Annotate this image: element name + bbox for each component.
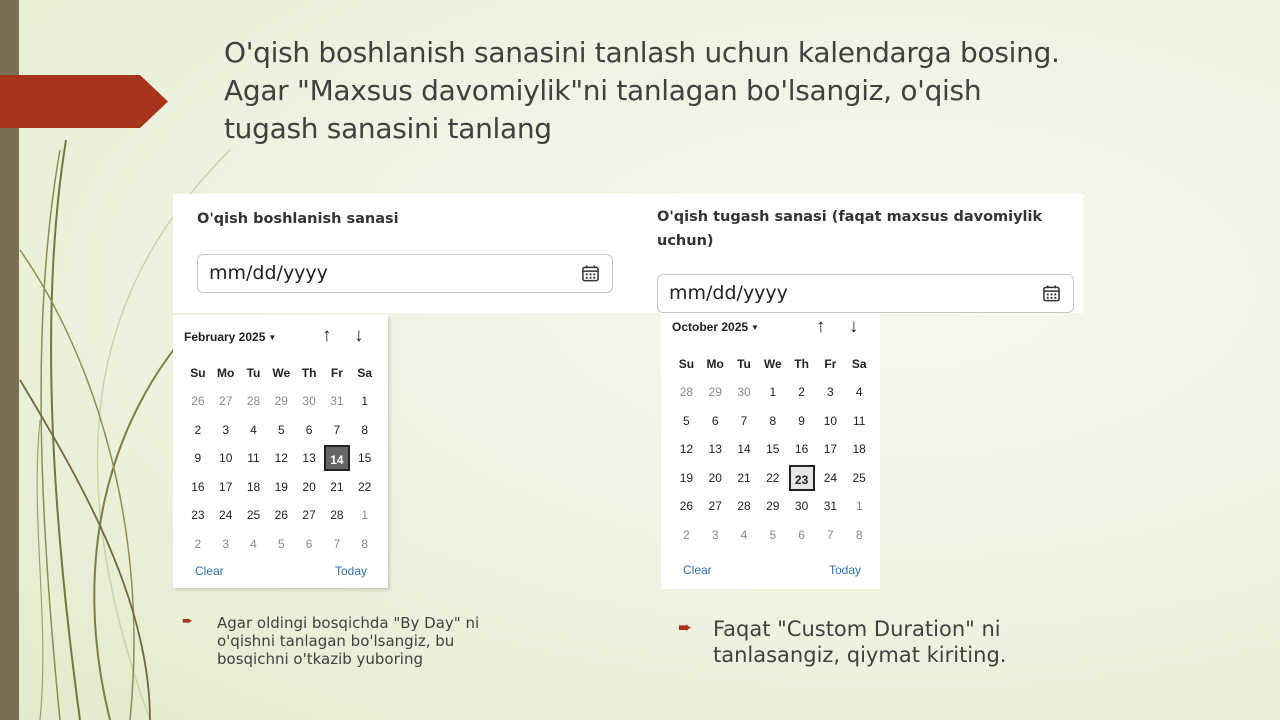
calendar-day[interactable]: 27 <box>708 499 722 513</box>
calendar-day[interactable]: 2 <box>194 422 202 437</box>
calendar-day[interactable]: 16 <box>191 479 205 494</box>
calendar-grid <box>672 350 874 549</box>
calendar-day[interactable]: 2 <box>798 385 805 399</box>
calendar-day[interactable]: 6 <box>305 422 313 437</box>
month-selector[interactable] <box>184 330 276 344</box>
calendar-day[interactable]: 25 <box>246 508 261 522</box>
end-date-label <box>657 205 1042 253</box>
calendar-day[interactable]: 3 <box>711 527 719 542</box>
calendar-day[interactable]: 5 <box>683 413 690 428</box>
clear-button[interactable]: Clear <box>195 564 224 578</box>
calendar-day[interactable]: 5 <box>277 536 285 551</box>
calendar-day[interactable]: 24 <box>823 470 838 485</box>
calendar-day[interactable]: 20 <box>302 479 316 494</box>
weekday-header: Su <box>190 366 206 380</box>
weekday-header: Tu <box>737 357 751 371</box>
calendar-day[interactable]: 19 <box>679 470 694 485</box>
calendar-day[interactable]: 2 <box>683 527 690 542</box>
calendar-day[interactable]: 5 <box>769 527 777 542</box>
arrow-bullet-icon: ➨ <box>678 618 693 638</box>
today-button[interactable]: Today <box>335 564 368 578</box>
calendar-day[interactable]: 28 <box>679 385 694 399</box>
calendar-day[interactable]: 30 <box>737 385 751 399</box>
calendar-day[interactable]: 30 <box>302 394 316 408</box>
weekday-header: Th <box>301 366 317 380</box>
calendar-day-selected[interactable]: 23 <box>787 464 816 493</box>
calendar-day[interactable]: 27 <box>302 508 316 522</box>
right-note-line: Faqat "Custom Duration" ni <box>713 617 1001 641</box>
caret-down-icon: ▼ <box>268 333 277 342</box>
end-date-label-line: uchun) <box>657 233 714 249</box>
calendar-day[interactable]: 7 <box>740 413 748 428</box>
calendar-day[interactable]: 29 <box>708 385 722 399</box>
calendar-day[interactable]: 24 <box>219 508 233 522</box>
slide-title-line: Agar "Maxsus davomiylik"ni tanlagan bo'lsangiz, o'qish <box>224 74 982 107</box>
calendar-day[interactable]: 7 <box>333 536 341 551</box>
calendar-day[interactable]: 31 <box>330 394 344 408</box>
calendar-day[interactable]: 12 <box>274 451 288 465</box>
calendar-day[interactable]: 6 <box>798 527 805 542</box>
calendar-day[interactable]: 10 <box>219 451 233 465</box>
calendar-day[interactable]: 12 <box>679 442 694 456</box>
arrow-bullet-icon: ➨ <box>182 614 193 629</box>
calendar-day[interactable]: 14 <box>737 442 751 456</box>
calendar-day[interactable]: 13 <box>708 442 722 456</box>
calendar-day[interactable]: 16 <box>794 442 809 456</box>
weekday-header: Sa <box>357 366 373 380</box>
calendar-day[interactable]: 3 <box>222 422 230 437</box>
calendar-day[interactable]: 1 <box>769 385 777 399</box>
start-date-label: O'qish boshlanish sanasi <box>197 211 399 227</box>
calendar-icon[interactable] <box>581 264 600 283</box>
calendar-day[interactable]: 28 <box>246 394 261 408</box>
calendar-day[interactable]: 1 <box>855 499 863 513</box>
calendar-day[interactable]: 20 <box>708 470 722 485</box>
calendar-day[interactable]: 25 <box>852 470 866 485</box>
calendar-day[interactable]: 21 <box>330 479 344 494</box>
month-selector[interactable] <box>672 320 759 334</box>
calendar-day[interactable]: 8 <box>361 422 369 437</box>
calendar-day[interactable]: 9 <box>798 413 805 428</box>
calendar-day[interactable]: 3 <box>827 385 834 399</box>
weekday-header: Mo <box>217 366 235 380</box>
weekday-header: Th <box>794 357 809 371</box>
start-date-input[interactable] <box>197 254 613 293</box>
calendar-day[interactable]: 26 <box>191 394 205 408</box>
calendar-day[interactable]: 17 <box>823 442 838 456</box>
slide-title-line: O'qish boshlanish sanasini tanlash uchun kalendarga bosing. <box>224 36 1060 69</box>
date-form-screenshot <box>173 194 1083 313</box>
calendar-day[interactable]: 8 <box>855 527 863 542</box>
weekday-header: We <box>763 357 782 371</box>
calendar-day[interactable]: 7 <box>333 422 341 437</box>
clear-button[interactable]: Clear <box>683 563 712 577</box>
calendar-day[interactable]: 1 <box>361 508 369 522</box>
calendar-day[interactable]: 4 <box>250 536 257 551</box>
calendar-day[interactable]: 22 <box>766 470 780 485</box>
calendar-day[interactable]: 10 <box>823 413 838 428</box>
weekday-header: Su <box>678 357 695 371</box>
calendar-day[interactable]: 29 <box>766 499 780 513</box>
left-note-line: o'qishni tanlagan bo'lsangiz, bu <box>217 632 455 650</box>
calendar-day[interactable]: 30 <box>794 499 809 513</box>
left-note-line: bosqichni o'tkazib yuboring <box>217 650 423 668</box>
weekday-header: We <box>272 366 291 380</box>
calendar-day[interactable]: 6 <box>711 413 719 428</box>
next-month-button[interactable]: ↓ <box>849 316 859 337</box>
calendar-day[interactable]: 4 <box>250 422 257 437</box>
end-date-input[interactable] <box>657 274 1074 313</box>
weekday-header: Sa <box>851 357 867 371</box>
calendar-day[interactable]: 13 <box>302 451 316 465</box>
start-date-input-value: mm/dd/yyyy <box>209 262 328 284</box>
calendar-day[interactable]: 15 <box>766 442 780 456</box>
previous-month-button[interactable]: ↑ <box>816 316 826 337</box>
left-note-line: Agar oldingi bosqichda "By Day" ni <box>217 614 480 632</box>
weekday-header: Mo <box>706 357 724 371</box>
calendar-day[interactable]: 29 <box>274 394 288 408</box>
end-date-input-value: mm/dd/yyyy <box>669 282 788 304</box>
calendar-day[interactable]: 26 <box>679 499 694 513</box>
calendar-grid <box>184 359 379 558</box>
slide-title <box>224 34 1214 148</box>
left-note-bullet <box>182 614 479 668</box>
month-label: October 2025 <box>672 320 749 334</box>
calendar-day[interactable]: 4 <box>740 527 748 542</box>
previous-month-button[interactable]: ↑ <box>322 325 332 346</box>
slide-title-line: tugash sanasini tanlang <box>224 112 552 145</box>
start-date-calendar-popup <box>173 315 388 588</box>
title-arrow-decoration <box>0 75 168 128</box>
calendar-day[interactable]: 6 <box>305 536 313 551</box>
weekday-header: Fr <box>824 357 837 371</box>
end-date-label-line: O'qish tugash sanasi (faqat maxsus davomiylik <box>657 209 1043 225</box>
calendar-day[interactable]: 26 <box>274 508 288 522</box>
calendar-day[interactable]: 8 <box>361 536 369 551</box>
calendar-day[interactable]: 9 <box>194 451 202 465</box>
calendar-day[interactable]: 11 <box>852 413 866 428</box>
today-button[interactable]: Today <box>829 563 862 577</box>
calendar-day[interactable]: 1 <box>361 394 369 408</box>
calendar-day[interactable]: 5 <box>277 422 285 437</box>
calendar-day[interactable]: 18 <box>246 479 261 494</box>
calendar-day[interactable]: 7 <box>827 527 834 542</box>
calendar-day[interactable]: 18 <box>852 442 866 456</box>
next-month-button[interactable]: ↓ <box>354 325 364 346</box>
weekday-header: Fr <box>330 366 343 380</box>
calendar-day-selected[interactable]: 14 <box>323 444 351 473</box>
calendar-day[interactable]: 31 <box>823 499 838 513</box>
calendar-day[interactable]: 17 <box>219 479 233 494</box>
weekday-header: Tu <box>246 366 261 380</box>
calendar-day[interactable]: 28 <box>330 508 344 522</box>
calendar-day[interactable]: 3 <box>222 536 230 551</box>
calendar-day[interactable]: 21 <box>737 470 751 485</box>
calendar-day[interactable]: 19 <box>274 479 288 494</box>
right-note-bullet <box>678 616 1006 668</box>
right-note-line: tanlasangiz, qiymat kiriting. <box>713 643 1007 667</box>
month-label: February 2025 <box>184 330 266 344</box>
end-date-calendar-popup <box>661 313 880 589</box>
calendar-day[interactable]: 15 <box>358 451 372 465</box>
calendar-day[interactable]: 27 <box>219 394 233 408</box>
calendar-day[interactable]: 22 <box>358 479 372 494</box>
calendar-day[interactable]: 8 <box>769 413 777 428</box>
calendar-icon[interactable] <box>1042 284 1061 303</box>
calendar-day[interactable]: 23 <box>191 508 205 522</box>
calendar-day[interactable]: 11 <box>247 451 260 465</box>
caret-down-icon: ▼ <box>751 323 759 332</box>
calendar-day[interactable]: 4 <box>855 385 863 399</box>
calendar-day[interactable]: 28 <box>737 499 751 513</box>
calendar-day[interactable]: 2 <box>194 536 202 551</box>
